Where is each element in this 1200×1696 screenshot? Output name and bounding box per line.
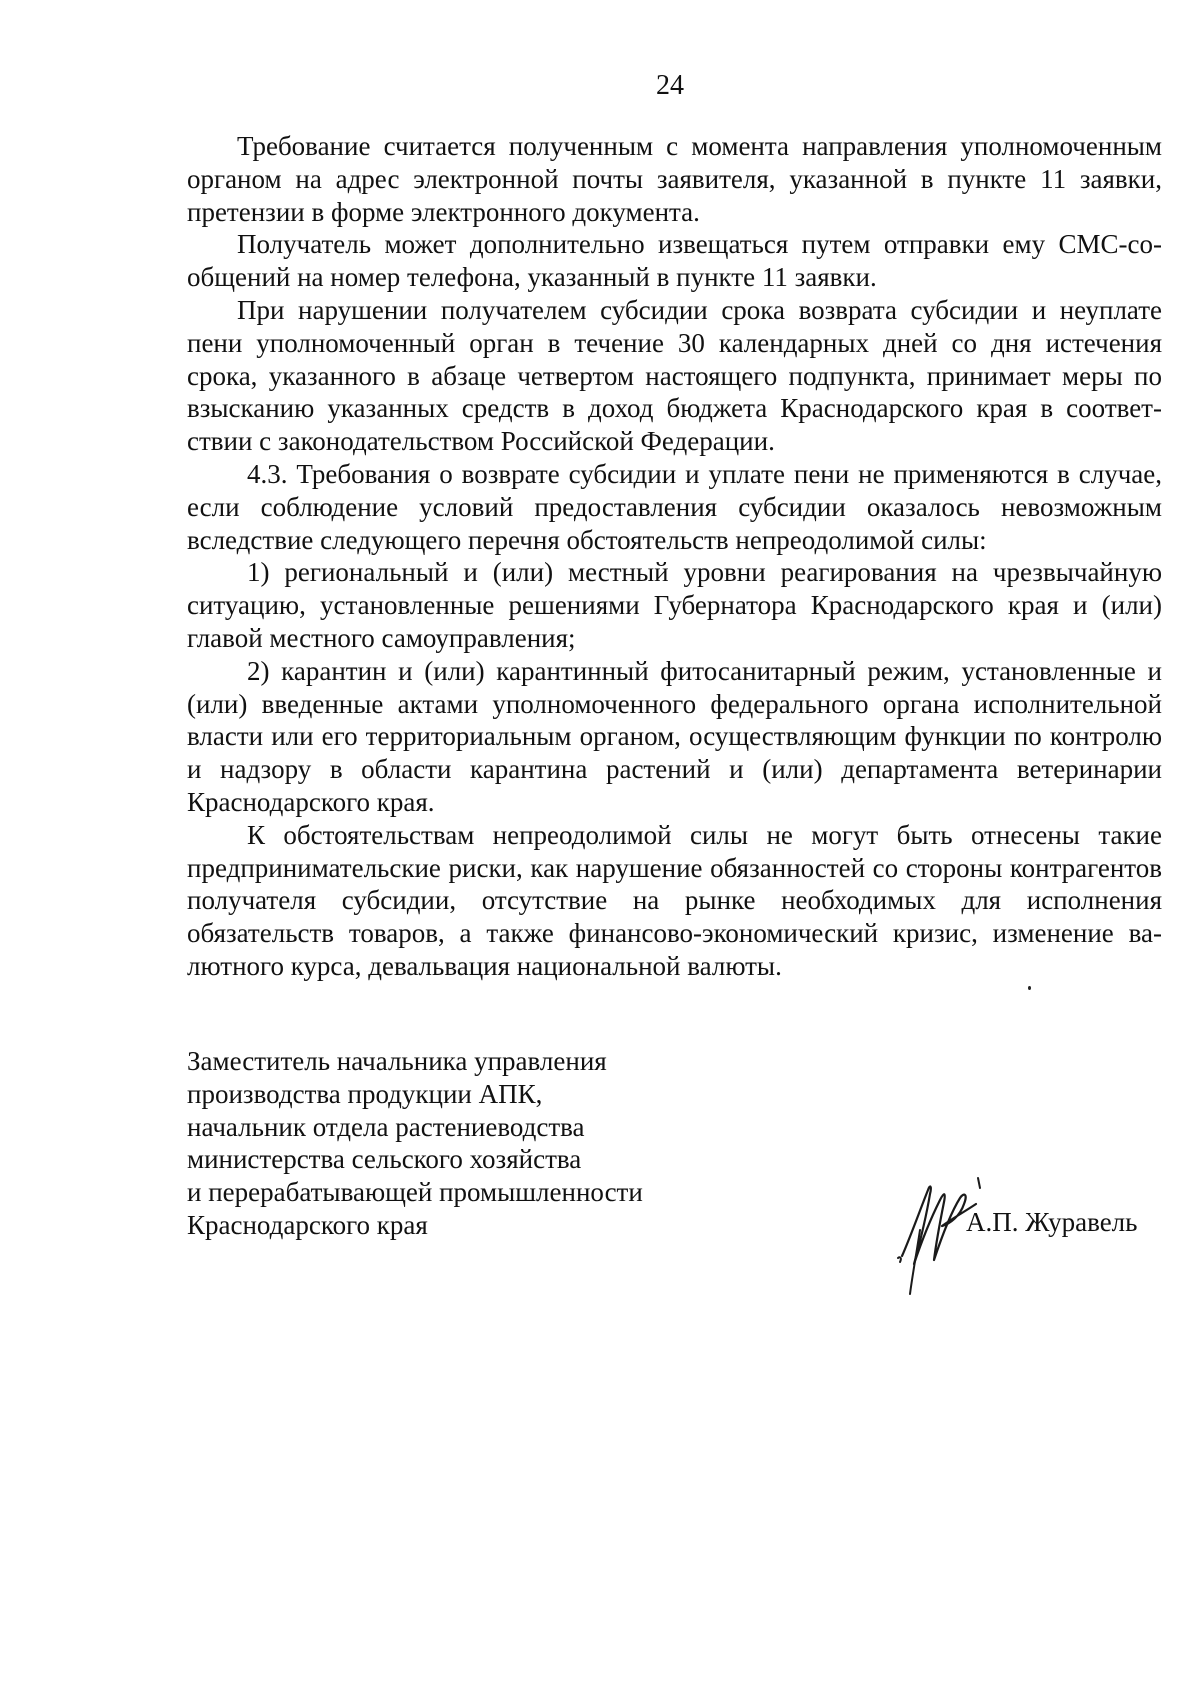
paragraph: 4.3. Требования о возврате субсидии и уплате пени не применяются в случае, если соблюдение условий предоставления субсидии оказалось невозможным вследствие следующего перечня обстоятельств непреодолимой силы: xyxy=(187,458,1162,555)
paragraph: Получатель может дополнительно извещаться путем отправки ему СМС-сообщений на номер телефона, указанный в пункте 11 заявки. xyxy=(187,229,1162,293)
signatory-position-line: и перерабатывающей промышленности xyxy=(187,1177,643,1208)
signatory-position-line: Заместитель начальника управления xyxy=(187,1046,607,1076)
signatory-position-line: Краснодарского края xyxy=(187,1209,428,1240)
list-item: 2) карантин и (или) карантинный фитосанитарный режим, установленные и (или) введенные актами уполномоченного федерального органа исполнительной власти или его территориальным органом, осуществляющим функции по контролю и надзору в области карантина растений и (или) департамента ветеринарии Краснодарского края. xyxy=(187,655,1162,817)
signatory-position-line: начальник отдела растениеводства xyxy=(187,1111,585,1142)
signatory-position-line: министерства сельского хозяйства xyxy=(187,1144,582,1175)
paragraph: К обстоятельствам непреодолимой силы не могут быть отнесены такие предпринимательские риски, как нарушение обязанностей со стороны контрагентов получателя субсидии, отсутствие на рынке необходимых для исполнения обязательств товаров, а также финансово-экономический кризис, изменение валютного курса, девальвация национальной валюты. xyxy=(187,819,1162,981)
signatory-position-line: производства продукции АПК, xyxy=(187,1078,543,1109)
list-item: 1) региональный и (или) местный уровни реагирования на чрезвычайную ситуацию, установленные решениями Губернатора Краснодарского края и (или) главой местного самоуправления; xyxy=(187,557,1162,653)
document-body xyxy=(187,130,1162,983)
signatory-name: А.П. Журавель xyxy=(966,1207,1138,1237)
signatory-position xyxy=(187,1045,747,1242)
paragraph: Требование считается полученным с момента направления уполномоченным органом на адрес электронной почты заявителя, указанной в пункте 11 заявки, претензии в форме электронного документа. xyxy=(187,131,1162,227)
paragraph: При нарушении получателем субсидии срока возврата субсидии и неуплате пени уполномоченный орган в течение 30 календарных дней со дня истечения срока, указанного в абзаце четвертом настоящего подпункта, принимает меры по взысканию указанных средств в доход бюджета Краснодарского края в соответствии с законодательством Российской Федерации. xyxy=(187,294,1162,457)
page-number: 24 xyxy=(656,70,684,101)
scan-artifact xyxy=(1028,986,1031,990)
